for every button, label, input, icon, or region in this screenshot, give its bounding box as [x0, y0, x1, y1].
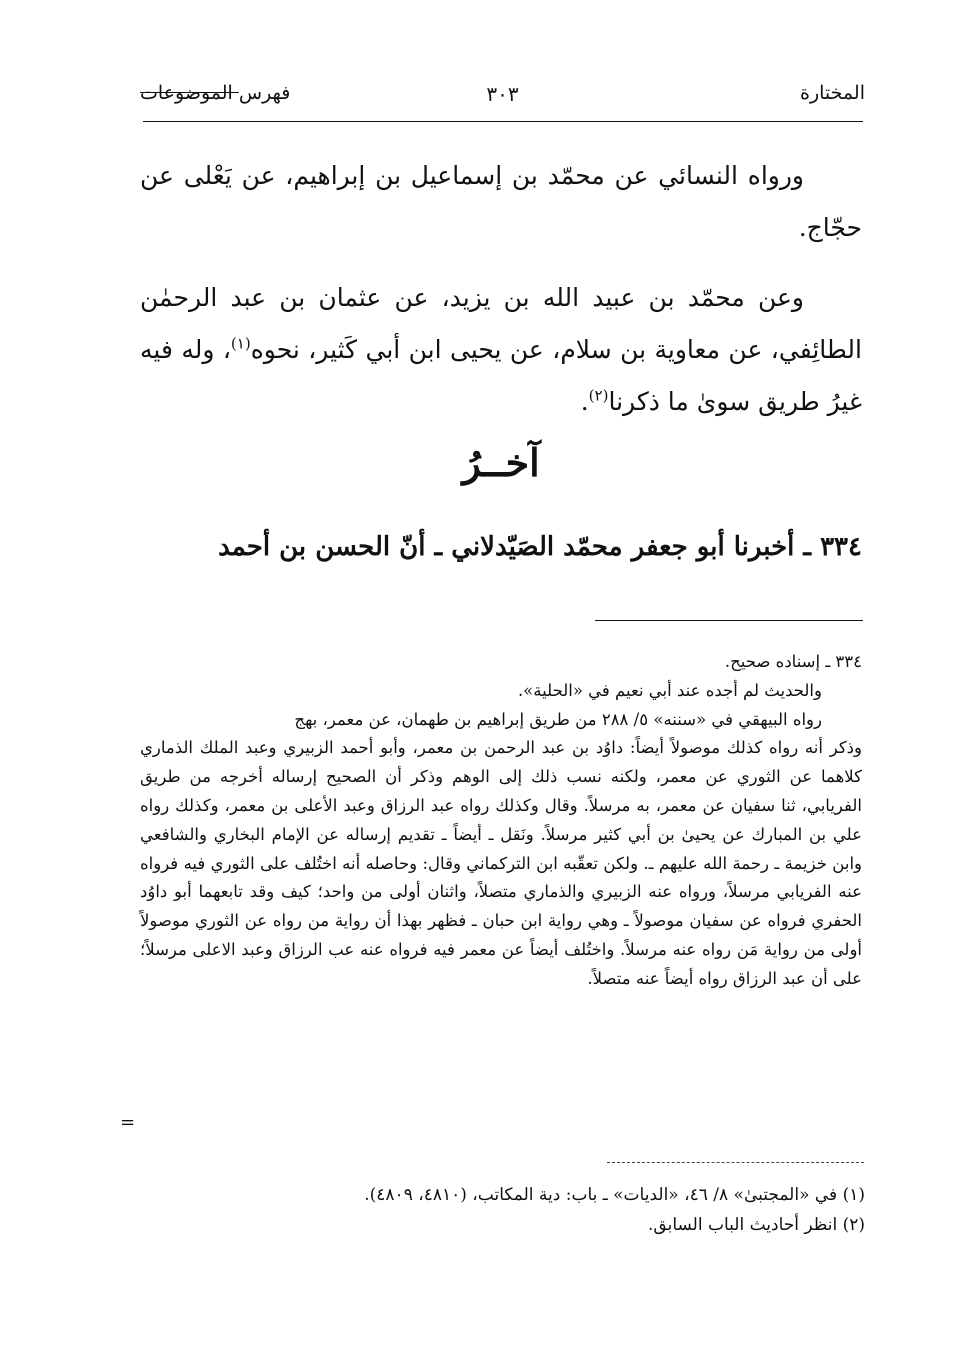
section-title	[140, 82, 290, 104]
footnote-1: (١) في «المجتبىٰ» ٨/ ٤٦، «الديات» ـ باب: دية المكاتب، (٤٨١٠، ٤٨٠٩).	[364, 1185, 865, 1205]
footnote-ref-2: (٢)	[588, 386, 609, 405]
note-line-2: والحديث لم أجده عند أبي نعيم في «الحلية».	[517, 680, 822, 700]
footnotes-separator	[607, 1162, 864, 1163]
header-rule	[143, 121, 863, 122]
section-heading: آخــرُ	[462, 440, 540, 485]
continuation-mark: =	[120, 1112, 136, 1133]
paragraph-2-text-c: .	[580, 387, 589, 416]
footnotes	[140, 1180, 865, 1240]
notes-separator	[595, 620, 863, 621]
page-number: ٣٠٣	[486, 82, 519, 106]
note-line-1: ٣٣٤ ـ إسناده صحيح.	[724, 652, 862, 671]
paragraph-2-text-a: وعن محمّد بن عبيد الله بن يزيد، عن عثمان بن عبد الرحمٰن الطائِفي، عن معاوية بن سلام، عن يحيى ابن أبي كَثير، نحوه	[140, 283, 862, 364]
paragraph-1: ورواه النسائي عن محمّد بن إسماعيل بن إبراهيم، عن يَعْلى عن حجّاج.	[140, 161, 862, 242]
commentary-notes	[140, 648, 862, 994]
running-header	[140, 82, 865, 118]
note-line-3: رواه البيهقي في «سننه» ٥/ ٢٨٨ من طريق إبراهيم بن طهمان، عن معمر، بهج	[294, 709, 822, 729]
section-title-struck: الموضوعات	[140, 82, 239, 104]
footnote-ref-1: (١)	[230, 334, 251, 353]
footnote-2: (٢) انظر أحاديث الباب السابق.	[648, 1215, 865, 1235]
note-body: وذكر أنه رواه كذلك موصولاً أيضاً: داوُد بن عبد الرحمن بن معمر، وأبو أحمد الزبيري وعبد الملك الذماري كلاهما عن الثوري عن معمر، ولكنه نسب ذلك إلى الوهم وذكر أن الصحيح إرساله أخرجه من طريق الفريابي، ثنا سفيان عن معمر، به مرسلاً. وقال وكذلك رواه عبد الرزاق وعبد الأعلى بن معمر، وكذلك رواه علي بن المبارك عن يحيىٰ بن أبي كثير مرسلاً. ونَقل ـ أيضاً ـ تقديم إرساله عن الإمام البخاري والشافعي وابن خزيمة ـ رحمة الله عليهم ـ. ولكن تعقّبه ابن التركماني وقال: وحاصله أنه اختُلف على الثوري فيه فرواه عنه الفريابي مرسلاً، ورواه عنه الزبيري والذماري متصلاً، واثنان أولى من واحد؛ كيف وقد تابعهما أبو داوُد الحفري فرواه عن سفيان موصولاً ـ وهي رواية ابن حبان ـ فظهر بهذا أن رواية من رواه عن الثوري موصولاً أولى من رواية مَن رواه عنه مرسلاً. واختُلف أيضاً عن معمر فيه فرواه عنه عب الرزاق وعبد الاعلى مرسلاً؛ على أن عبد الرزاق رواه أيضاً عنه متصلاً.	[140, 738, 862, 988]
paragraph-2	[140, 272, 862, 428]
paragraph-2-text-b: ، وله فيه غيرُ طريق سوىٰ ما ذكرنا	[140, 335, 862, 416]
hadith-line: ٣٣٤ ـ أخبرنا أبو جعفر محمّد الصَيّدلاني ـ أنّ الحسن بن أحمد	[218, 532, 862, 562]
section-title-prefix: فهرس	[238, 82, 291, 104]
main-text	[140, 150, 862, 428]
book-title: المختارة	[800, 82, 865, 104]
